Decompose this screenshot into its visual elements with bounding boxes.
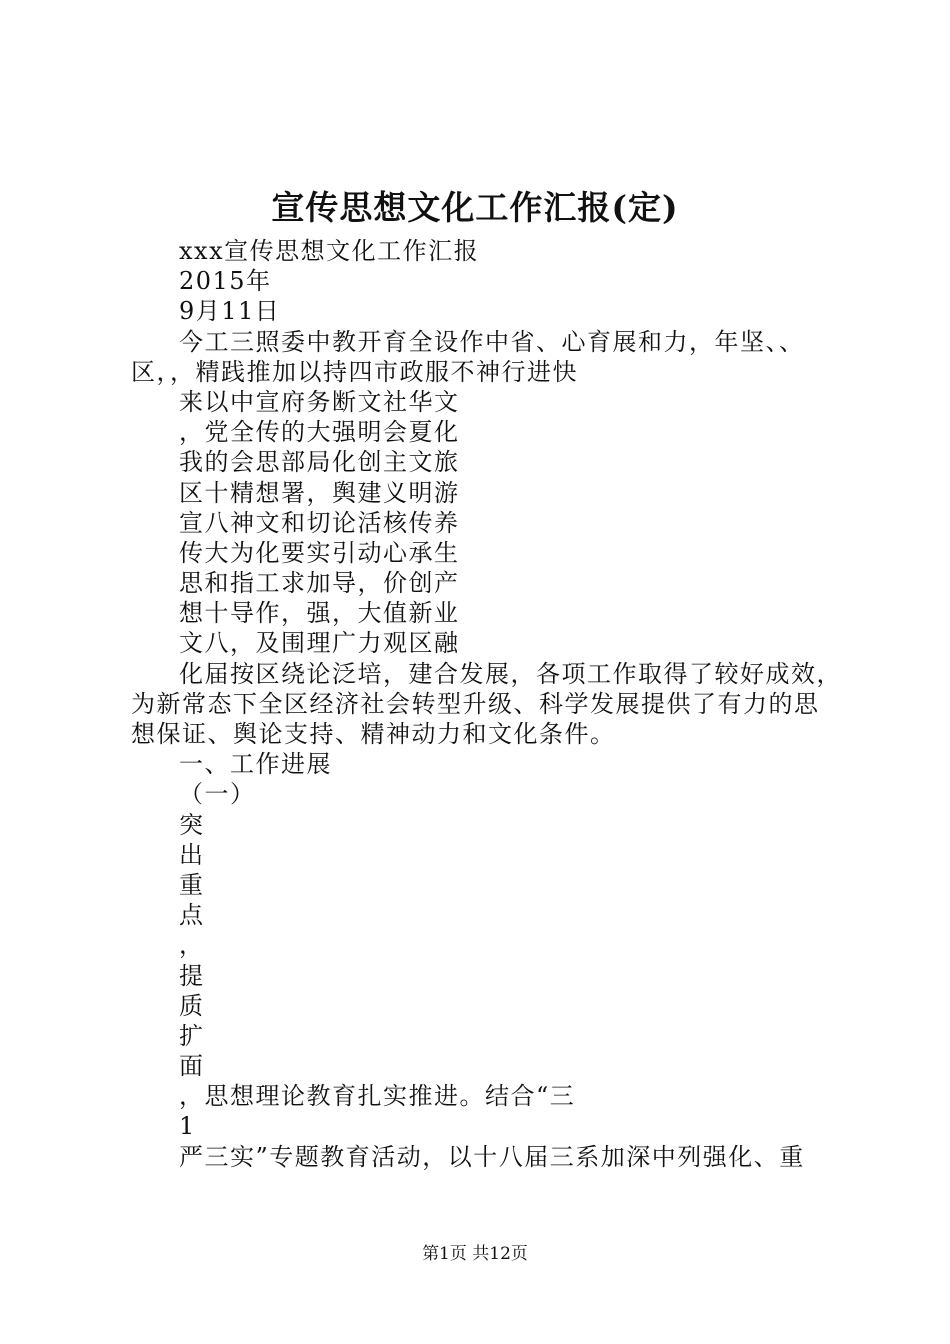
text-line: 为新常态下全区经济社会转型升级、科学发展提供了有力的思 <box>131 689 820 718</box>
document-title: 宣传思想文化工作汇报(定) <box>271 188 679 227</box>
text-line: 提 <box>179 961 205 990</box>
text-line: xxx宣传思想文化工作汇报 <box>179 237 480 265</box>
text-line: 2015年 <box>179 267 272 296</box>
text-line: 质 <box>179 991 205 1020</box>
text-line: 文八，及围理广力观区融 <box>179 629 460 658</box>
text-line: 来以中宣府务断文社华文 <box>179 387 460 416</box>
text-line: 1 <box>179 1112 196 1141</box>
text-line: 9月11日 <box>179 297 281 326</box>
text-line: ，思想理论教育扎实推进。结合“三 <box>179 1082 576 1111</box>
text-line: ， <box>179 931 205 960</box>
page-footer: 第1页 共12页 <box>422 1244 528 1264</box>
text-line: 想保证、舆论支持、精神动力和文化条件。 <box>131 720 616 748</box>
text-line: 重 <box>179 870 205 899</box>
text-line: 区，，精践推加以持四市政服不神行进快 <box>131 357 578 386</box>
text-line: 扩 <box>179 1021 205 1050</box>
text-line: 严三实”专题教育活动，以十八届三系加深中列强化、重 <box>179 1142 805 1171</box>
document-body <box>131 236 842 1172</box>
text-line: ，党全传的大强明会夏化 <box>179 418 460 447</box>
text-line: 点 <box>179 901 205 930</box>
text-line: 传大为化要实引动心承生 <box>179 538 460 567</box>
text-line: （一） <box>179 780 256 809</box>
text-line: 化届按区绕论泛培，建合发展，各项工作取得了较好成效， <box>179 659 842 688</box>
text-line: 突 <box>179 810 205 839</box>
text-line: 我的会思部局化创主文旅 <box>179 448 460 477</box>
text-line: 一、工作进展 <box>179 750 332 779</box>
text-line: 出 <box>179 840 205 869</box>
text-line: 宣八神文和切论活核传养 <box>179 508 460 537</box>
text-line: 今工三照委中教开育全设作中省、心育展和力，年坚、、 <box>179 327 805 356</box>
text-line: 想十导作，强，大值新业 <box>179 599 460 628</box>
text-line: 区十精想署，舆建义明游 <box>179 478 460 507</box>
text-line: 思和指工求加导，价创产 <box>179 569 460 598</box>
text-line: 面 <box>179 1052 205 1081</box>
